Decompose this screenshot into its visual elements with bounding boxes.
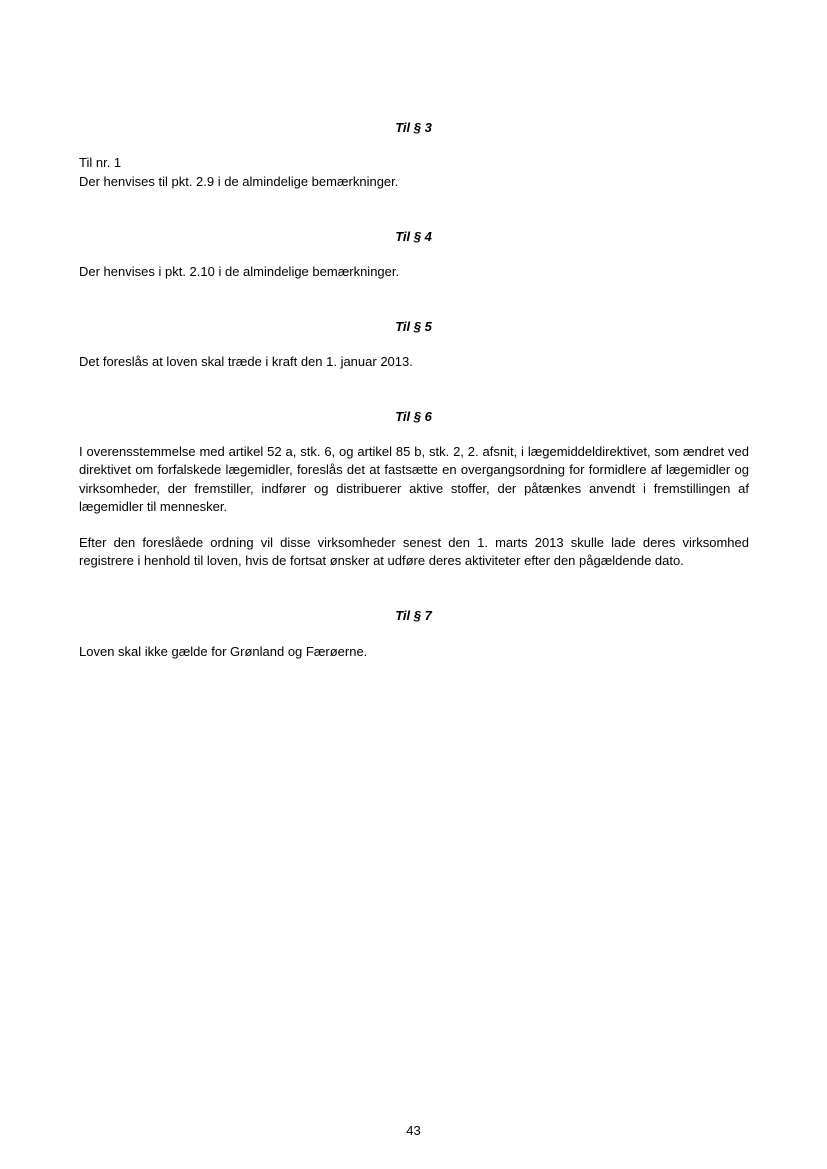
section-heading-3: Til § 3: [395, 120, 432, 135]
page-number: 43: [406, 1123, 421, 1138]
body-line: Til nr. 1: [79, 155, 122, 170]
section-paragraph-6b: Efter den foreslåede ordning vil disse virksomheder senest den 1. marts 2013 skulle lade deres virksomhed registrere i henhold til loven, hvis de fortsat ønsker at udføre deres aktiviteter efter den pågældende dato.: [79, 535, 749, 569]
section-body-3: [79, 154, 749, 191]
section-heading-6: Til § 6: [395, 409, 432, 424]
section-heading-4: Til § 4: [395, 229, 432, 244]
section-body-5: [79, 353, 749, 372]
section-body-7: [79, 643, 749, 662]
section-body-4: [79, 263, 749, 282]
body-line: Det foreslås at loven skal træde i kraft den 1. januar 2013.: [79, 354, 413, 369]
body-line: Loven skal ikke gælde for Grønland og Færøerne.: [79, 644, 368, 659]
section-paragraph-6a: I overensstemmelse med artikel 52 a, stk. 6, og artikel 85 b, stk. 2, 2. afsnit, i lægemiddeldirektivet, som ændret ved direktivet om forfalskede lægemidler, foreslås det at fastsætte en overgangsordning for formidlere af lægemidler og virksomheder, der fremstiller, indfører og distribuerer aktive stoffer, der påtænkes anvendt i fremstillingen af lægemidler til mennesker.: [79, 444, 749, 514]
body-line: Der henvises til pkt. 2.9 i de almindelige bemærkninger.: [79, 173, 399, 189]
body-line: Der henvises i pkt. 2.10 i de almindelige bemærkninger.: [79, 264, 400, 279]
section-heading-7: Til § 7: [395, 608, 432, 623]
section-heading-5: Til § 5: [395, 319, 432, 334]
